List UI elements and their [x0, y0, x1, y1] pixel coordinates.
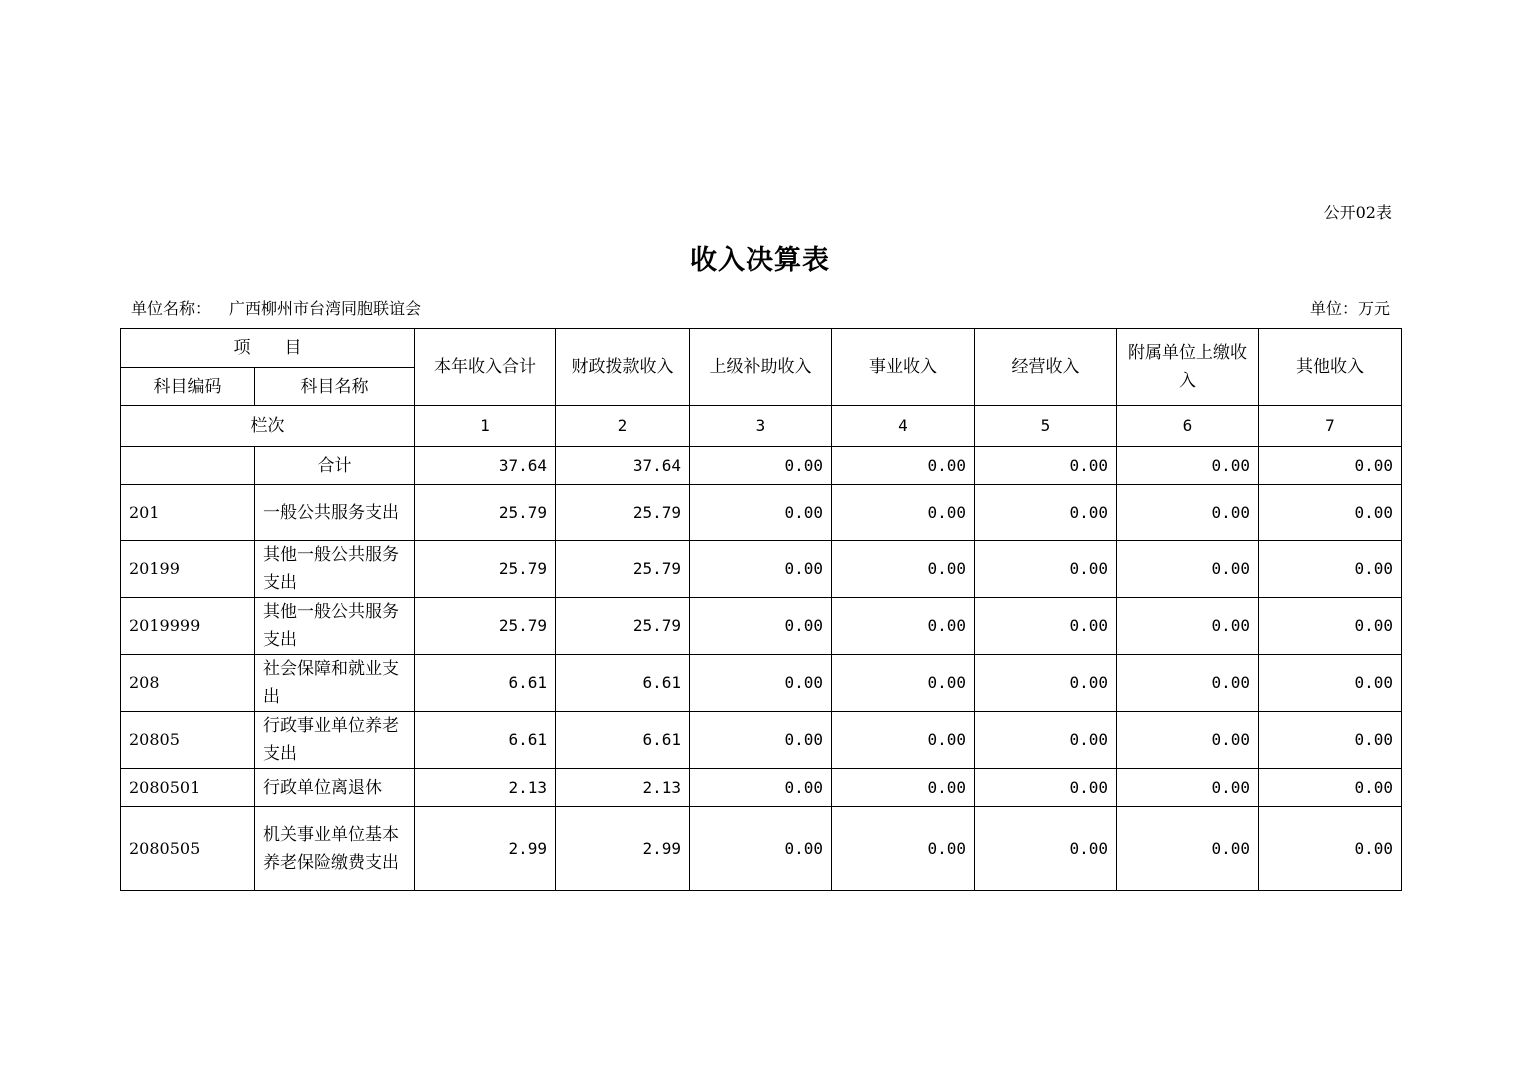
unit-info-line	[131, 296, 1390, 319]
row-code: 208	[121, 655, 255, 712]
row-value: 0.00	[832, 598, 975, 655]
row-value: 37.64	[556, 447, 690, 485]
row-value: 25.79	[415, 485, 556, 541]
row-name: 行政事业单位养老支出	[255, 712, 415, 769]
row-value: 0.00	[690, 541, 832, 598]
row-value: 0.00	[832, 769, 975, 807]
seq-number: 7	[1259, 406, 1402, 447]
row-value: 25.79	[556, 598, 690, 655]
seq-number: 6	[1117, 406, 1259, 447]
header-col-business: 事业收入	[832, 329, 975, 406]
row-value: 0.00	[832, 541, 975, 598]
seq-number: 3	[690, 406, 832, 447]
row-value: 0.00	[1117, 712, 1259, 769]
row-value: 0.00	[975, 598, 1117, 655]
row-code: 201	[121, 485, 255, 541]
row-value: 6.61	[556, 712, 690, 769]
row-code: 20805	[121, 712, 255, 769]
header-col-superior-subsidy: 上级补助收入	[690, 329, 832, 406]
form-number: 公开02表	[1323, 203, 1392, 222]
row-value: 0.00	[1117, 541, 1259, 598]
table-row	[121, 598, 1402, 655]
row-value: 25.79	[556, 485, 690, 541]
row-value: 0.00	[975, 807, 1117, 891]
row-name: 其他一般公共服务支出	[255, 541, 415, 598]
row-value: 0.00	[832, 447, 975, 485]
row-name: 机关事业单位基本养老保险缴费支出	[255, 807, 415, 891]
row-value: 0.00	[690, 807, 832, 891]
seq-number: 5	[975, 406, 1117, 447]
row-value: 2.99	[415, 807, 556, 891]
row-value: 37.64	[415, 447, 556, 485]
table-body	[121, 447, 1402, 891]
row-value: 0.00	[1117, 447, 1259, 485]
header-name: 科目名称	[255, 368, 415, 406]
row-value: 0.00	[975, 769, 1117, 807]
row-value: 0.00	[690, 769, 832, 807]
row-value: 0.00	[975, 655, 1117, 712]
header-col-affiliated: 附属单位上缴收入	[1117, 329, 1259, 406]
row-name: 行政单位离退休	[255, 769, 415, 807]
row-code: 2019999	[121, 598, 255, 655]
table-row	[121, 769, 1402, 807]
table-row	[121, 807, 1402, 891]
row-code: 20199	[121, 541, 255, 598]
row-value: 0.00	[1117, 655, 1259, 712]
row-value: 2.13	[556, 769, 690, 807]
organization-label: 单位名称：	[131, 299, 212, 318]
header-col-fiscal: 财政拨款收入	[556, 329, 690, 406]
header-code: 科目编码	[121, 368, 255, 406]
row-value: 0.00	[690, 447, 832, 485]
header-seq-label: 栏次	[121, 406, 415, 447]
unit-label: 单位：万元	[1309, 299, 1390, 318]
row-value: 0.00	[690, 655, 832, 712]
row-value: 0.00	[832, 655, 975, 712]
row-name: 社会保障和就业支出	[255, 655, 415, 712]
row-value: 0.00	[975, 447, 1117, 485]
row-value: 0.00	[1117, 485, 1259, 541]
row-value: 0.00	[1117, 807, 1259, 891]
seq-number: 4	[832, 406, 975, 447]
row-value: 0.00	[1259, 598, 1402, 655]
row-value: 0.00	[1259, 769, 1402, 807]
row-name: 一般公共服务支出	[255, 485, 415, 541]
row-value: 0.00	[1259, 807, 1402, 891]
row-value: 0.00	[1259, 541, 1402, 598]
table-row	[121, 712, 1402, 769]
row-value: 0.00	[975, 712, 1117, 769]
income-report-table	[120, 328, 1402, 891]
row-value: 0.00	[690, 485, 832, 541]
row-value: 2.13	[415, 769, 556, 807]
page-title: 收入决算表	[690, 245, 830, 276]
row-code: 2080505	[121, 807, 255, 891]
organization-info	[131, 296, 421, 319]
row-name: 其他一般公共服务支出	[255, 598, 415, 655]
row-value: 0.00	[975, 541, 1117, 598]
row-value: 2.99	[556, 807, 690, 891]
row-value: 0.00	[832, 712, 975, 769]
row-value: 0.00	[1259, 485, 1402, 541]
table-row	[121, 541, 1402, 598]
row-value: 0.00	[690, 712, 832, 769]
header-col-total: 本年收入合计	[415, 329, 556, 406]
seq-number: 2	[556, 406, 690, 447]
table-row	[121, 485, 1402, 541]
row-value: 0.00	[1117, 769, 1259, 807]
row-value: 0.00	[1259, 447, 1402, 485]
table-row	[121, 447, 1402, 485]
row-value: 0.00	[690, 598, 832, 655]
row-value: 0.00	[1259, 655, 1402, 712]
row-value: 0.00	[1117, 598, 1259, 655]
row-value: 0.00	[832, 807, 975, 891]
row-value: 6.61	[415, 655, 556, 712]
header-col-other: 其他收入	[1259, 329, 1402, 406]
organization-name: 广西柳州市台湾同胞联谊会	[229, 299, 422, 318]
row-value: 25.79	[556, 541, 690, 598]
row-code: 2080501	[121, 769, 255, 807]
header-col-operating: 经营收入	[975, 329, 1117, 406]
table-header	[121, 329, 1402, 447]
row-value: 0.00	[1259, 712, 1402, 769]
row-code	[121, 447, 255, 485]
row-value: 25.79	[415, 598, 556, 655]
table-row	[121, 655, 1402, 712]
seq-number: 1	[415, 406, 556, 447]
row-value: 0.00	[832, 485, 975, 541]
row-value: 0.00	[975, 485, 1117, 541]
row-value: 6.61	[415, 712, 556, 769]
row-value: 6.61	[556, 655, 690, 712]
row-value: 25.79	[415, 541, 556, 598]
row-name: 合计	[255, 447, 415, 485]
header-item: 项 目	[121, 329, 415, 368]
